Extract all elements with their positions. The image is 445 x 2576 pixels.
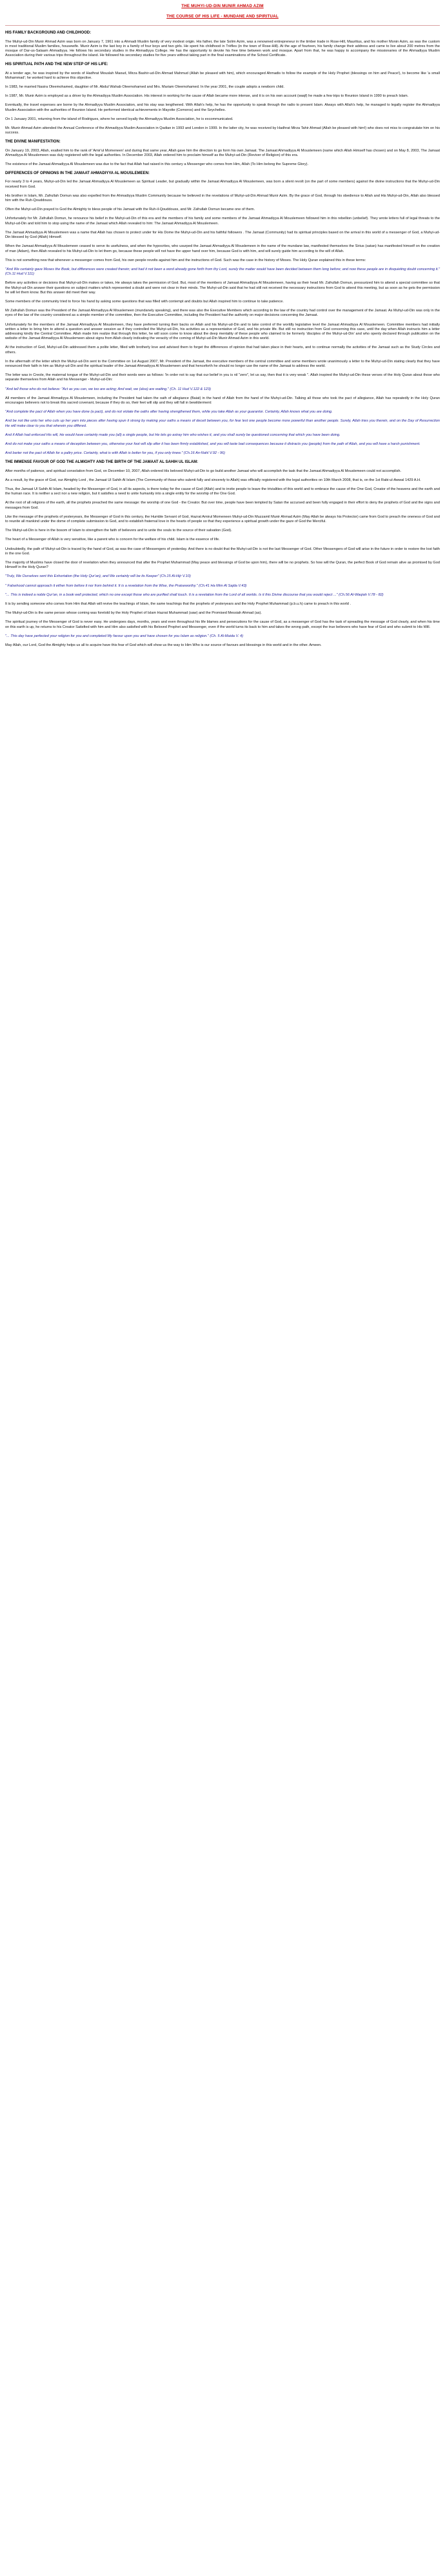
article-section [5,140,440,167]
paragraph: The Muhyi-ud-Din Munir Ahmad Azim was born on January 7, 1961 into a Ahmadi Muslim family of very modest origin. His father, the late Solim Azim, was a renowned entrepreneur in the timber trade in Rose-Hill, Mauritius, and his mother Monin Azim, as was the custom in most traditional Muslim families, housewife. Munir Azim is the last boy in a family of four boys and two girls. He spent his childhood in Trèfles (in the town of Rose-Hill). At the age of fourteen, his family change their address and came to live about 200 metres from the mosque of Dar-us-Salaam Ahmadiyya. He follows his secondary studies in the Ahmadiyya College. He has the opportunity to devote his free time between work and mosque. Apart from that, he was happy to accompany the missionaries of the Ahmadiyya Muslim Association during their various trips throughout the island. He followed his secondary studies for five years without taking part in the final examinations of the School Certificate. [5,39,440,58]
paragraph: Often the Muhyi-ud-Din prayed to God the Almighty to bless people of his Jamaat with the Ruh-il-Qouddouss, and Mr. Zafrullah Domun became one of them. [5,208,255,212]
section-heading: THE IMMENSE FAVOUR OF GOD THE ALMIGHTY AND THE BIRTH OF THE JAMAAT AL SAHIH UL ISLAM: [5,460,199,465]
paragraph: On January 19, 2003, Allah, exalted him to the rank of 'Amir'ul Momeneen' and during that same year, Allah gave him the direction to go form his own Jamaat. The Jamaat Ahmadiyya Al Mouslemeen (name which Allah Himself has chosen) and on May 8, 2003, The Jamaat Ahmadiyya Al Mouslemeen was duly registered with the legal authorities. In December 2003, Allah ordered him to proclaim himself as the Muhyi-ud-Din (Reviver of Religion) of this era. [5,148,440,157]
article [0,0,445,648]
section-heading: HIS FAMILY BACKGROUND AND CHILDHOOD: [5,31,92,35]
quran-quote: And do not make your oaths a means of deception between you, otherwise your foot will slip after it has been firmly established, and you will taste bad consequences because it distracts you (people) from the path of Allah, and you will have a harsh punishment. [5,442,420,446]
paragraph: At a tender age, he was inspired by the words of Hadhrat Mouslah Maoud, Mirza Bashir-ud-Din Ahmad Mahmud (Allah be pleased with him), which encouraged Ahmadis to follow the example of the Holy Prophet (blessings on him and Peace!), to become like 'a small Mohammad'; he worked hard to achieve this objective. [5,71,440,80]
article-section [5,171,440,456]
paragraph: The letter was in Creole, the maternal tongue of the Muhyi-ud-Din and their words were as follows: 'In order not to say that our belief in you is nil "zero", let us say, then that it is very weak ". Allah inspired the Muhyi-ud-Din these verses of the Holy Quran about those who separate themselves from Allah and his Messenger - Muhyi-ud-Din: [5,373,440,382]
section-heading: HIS SPIRITUAL PATH AND THE NEW STEP OF HIS LIFE: [5,63,108,67]
quran-quote: "... This is indeed a noble Qur'an, in a book well protected, which no one except those who are purified shall touch. It is a revelation from the Lord of all worlds. Is it this Divine discourse that you would reject ..." (Ch.56 Al-Waqiah V.78 - 82) [5,592,384,597]
paragraph: Mr Zafrullah Domun was the President of the Jamaat Ahmadiyya Al Mouslemeen (mundanely speaking), and there was also the Executive Members which according to the law of the country had control over the management of the Jamaat. As Muhyi-ud-Din was only in the eyes of the law of the country considered as a simple member of the committee, then the Executive Committee, including the President had the authority on major decisions concerning the Jamaat. [5,309,440,318]
paragraph: In 1983, he married Nasira Oleemohamed, daughter of Mr. Abdul Wahab Oleemohamed and Mrs. Mariam Oleemohamed. In the year 2001, the couple adopts a newborn child. [5,85,284,90]
section-heading: THE DIVINE MANIFESTATION: [5,140,61,144]
paragraph: Thus, the Jamaat Ul Sahih Al Islam, headed by the Messenger of God, in all its aspects, is there today for the cause of God (Allah) and to invite people to leave the trivialities of this world and to embrace the cause of the One God, Creator of the heavens and the earth and the human race. It is neither a sect nor a new religion, but it satisfies a need to unite humanity into a single entity for the worship of the One God. [5,487,440,496]
quran-quote: And barter not the pact of Allah for a paltry price. Certainly, what is with Allah is better for you, if you only knew." (Ch.16 An-Nahl V.92 - 96) [5,451,225,456]
paragraph: Before any activities or decisions that Muhyi-ud-Din makes or takes, He always takes the permission of God. But, most of the members of Jamaat Ahmadiyya Al Mouslemeen, having as their head Mr. Zafrullah Domun, pressurized him to attend a special committee so that the Muhyi-ud-Din answer their questions on subject matters which represented a doubt and were not clear in their minds. The Muhyi-ud-Din said that he had still not received the necessary instructions from God to attend this meeting, but as soon as he gets the permission he will let them know. But this answer did meet their way. [5,281,440,295]
quran-quote: And if Allah had enforced His will, He would have certainly made you (all) a single people, but He lets go astray him who wishes it, and you shall surely be questioned concerning that which you have been doing. [5,433,341,437]
paragraph: Some members of the community tried to force his hand by asking some questions that was filled with contempt and doubts but Allah inspired him to continue to take patience. [5,299,284,304]
page-title: THE MUHYI-UD-DIN MUNIR AHMAD AZIM [181,4,264,8]
paragraph: Unfortunately for Mr. Zafrullah Domun, he renounce his belief in the Muhyi-ud-Din of this era and the members of his family and some members of the Jamaat Ahmadiyya Al Mouslemeen followed him in this rebellion (unbelief). They wrote letters full of legal threats to the Muhyi-ud-Din and told him to stop using the name of the Jamaat which Allah revealed to him: The Jamaat Ahmadiyya Al Mouslemeen. [5,217,440,226]
paragraph: It is by sending someone who comes from Him that Allah will revive the teachings of Islam, the same teachings that the prophets of yesteryears and the Holy Prophet Muhammad (p.b.u.h) came to preach in this world . [5,602,351,607]
paragraph: The majority of Muslims have closed the door of revelation when they announced that after the Prophet Muhammad (May peace and blessings of God be upon him), there will be no prophets. So how will the Quran, the perfect Book of God remain alive as promised by God Himself in the Holy Quran? [5,561,440,570]
paragraph: May Allah, our Lord, God the Almighty helps us all to acquire have this fear of God which will show us the way to Him Who is our source of favours and blessings in this world and in the other. Ameen. [5,643,322,648]
paragraph: At the root of all religions of the earth, all the prophets preached the same message: the worship of one God - the Creator. But over time, people have been tempted by Satan the accursed and been fully engaged in their effort to deny the prophets of God and the signs and messages from God. [5,501,440,510]
quran-quote: " Falsehood cannot approach it either from before it nor from behind it. It is a revelation from the Wise, the Praiseworthy." (Ch.41 Ha Mim Al Sajda V.43) [5,583,247,588]
paragraph: The Muhyi-ud-Din is here in the bosom of Islam to strengthen the faith of believers and to unite the souls to the source of their salvation (God). [5,529,232,533]
paragraph: The heart of a Messenger of Allah is very sensitive, like a parent who is concern for the welfare of his child. Islam is the essence of life. [5,538,220,542]
article-body [5,31,440,648]
paragraph: Mr. Munir Ahmad Azim attended the Annual Conference of the Ahmadiyya Muslim Association in Qadian in 1993 and London in 1999. In the latter city, he was received by Hadhrat Mirza Tahir Ahmad (Allah be pleased with him!) who does not miss to congratulate him on his success. [5,126,440,135]
quran-quote: "... This day have perfected your religion for you and completed My favour upon you and have chosen for you Islam as religion." (Ch. 5 Al-Maida V. 4) [5,634,243,638]
paragraph: As a result, by the grace of God, our Almighty Lord , the Jamaat Ul Sahih Al Islam (The Community of those who submit fully and sincerely to Allah) was officially registered with the legal authorities on 10th March 2008, that is, on the 1st Rabi-ul-Awwal 1429 A.H. [5,478,421,482]
article-section [5,460,440,648]
quran-quote: "And complete the pact of Allah when you have done (a pact), and do not violate the oaths after having strengthened them, while you take Allah as your guarantor. Certainly, Allah knows what you are doing. [5,410,333,415]
paragraph: The Muhyi-ud-Din is the same person whose coming was foretold by the Holy Prophet of Islam Hazrat Muhammad (saw) and the Promised Messiah Ahmad (as). [5,611,262,616]
article-section [5,31,440,58]
section-heading: DIFFERENCES OF OPINIONS IN THE JAMAAT AHMADIYYA AL MOUSLEMEEN: [5,171,150,176]
paragraph: Eventually, the travel expenses are borne by the Ahmadiyya Muslim Association, and his stay was lengthened. With Allah's help, he has the opportunity to speak through the radio to present Islam. Always with Allah's help, he managed to legally register the Ahmadiyya Muslim Association with the authorities of Reunion Island. He performed identical achievements in Mayotte (Comoros) and the Seychelles. [5,103,440,112]
paragraph: His brother in Islam, Mr. Zafrullah Domun was also expelled from the Ahmadiyya Muslim Community because he believed in the revelations of Muhyi-ud-Din Ahmad Munir Azim. By the grace of God, through his obedience to Allah and His Muhyi-ud-Din, Allah also blessed him with the Ruh-Qouddouss. [5,193,440,203]
paragraph: In the aftermath of the letter which the Muhyi-ud-Din sent to the Committee on 1st August 2007, Mr. President of the Jamaat, the executive members of the central committee and some members wrote unanimously a letter to the Muhyi-ud-Din stating clearly that they have renounced their faith in him as Muhyi-ud-Din and the spiritual leader of the Jamaat Ahmadiyya Al Mouslemeen and that henceforth he should no longer use the name of the Jamaat to address the world. [5,359,440,368]
paragraph: At the instruction of God, Muhyi-ud-Din addressed them a polite letter, filled with brotherly love and advised them to forget the differences of opinion that had taken place in their hearts, and to continue normally the activities of the Jamaat such as the Study Circles and others. [5,346,440,355]
title-divider [5,25,440,26]
paragraph: In 1987, Mr. Munir Azim is employed as a driver by the Ahmadiyya Muslim Association. His interest in working for the cause of Allah became more intense, and it is on his own account (waqf) he made a few trips to Reunion Island in 1990 to preach Islam. [5,94,409,99]
paragraph: The existence of the Jamaat Ahmadiyya Al Mouslemeen was due to the fact that Allah had raised in this century a Messenger who comes from Him, Allah (To Him belong the Supreme Glory). [5,162,309,167]
quran-quote: And be not like unto her who cuts up her yarn into pieces after having spun it strong by making your oaths a means of deceit between you, for fear lest one people become more powerful than another people. Surely, Allah tries you therein, and on the Day of Resurrection He will make clear to you that wherein you differed. [5,419,440,428]
paragraph: When the Jamaat Ahmadiyya Al Mouslemeen ceased to serve its usefulness, and when the hypocrites, who usurped the Jamaat Ahmadiyya Al Mouslemeen in the name of the mundane law, manifested themselves the Sirius (satan) has manifested himself on the creation of man (Adam), then Allah revealed to his Muhyi-ud-Din to let them go, because these people will not have the upper hand over him, because God is with him, and will surely guide him according to the will of Allah. [5,244,440,253]
paragraph: On 1 January 2001, returning from the island of Rodrigues, where he served loyally the Ahmadiyya Muslim Association, he is excommunicated. [5,117,233,121]
paragraph: Unfortunately for the members of the Jamaat Ahmadiyya Al Mouslemeen, they have preferred turning their backs on Allah and his Muhyi-ud-Din and to take control of the worldly legislative level the Jamaat Ahmadiyya Al Mouslemeen. Committee members had initially written a letter to bring him to attend a question and answer session as if they controlled the Muhyi-ud-Din, his activities as a representative of God, and his private life. But still no instruction from God concerning this case, until the day when Allah instructs him a letter addressing kindly the Central Committee. Allah made him realize that through this letter, he will soon come to know about the deep mentality of these people who claimed to be formerly 'disciples of the Muhyi-ud-Din' and who openly declared through publication on the website of the Jamaat Ahmadiyya Al Mouslemeen about signs from Allah clearly indicating the veracity of the coming of Muhyi-ud-Din Munir Ahmad Azim in this world. [5,322,440,341]
quran-quote: "Truly, We Ourselves sent this Exhortation (the Holy Qur'an), and We certainly will be its Keeper" (Ch.15 Al-Hijr V.10) [5,574,191,579]
paragraph: Undoubtedly, the path of Muhyi-ud-Din is traced by the hand of God, as was the case of Messengers of yesterday. And there is no doubt that the Muhyi-ud-Din is not the last Messenger of God. Other Messengers of God will arise in the future in order to restore the lost faith in the one God. [5,547,440,556]
paragraph: All members of the Jamaat Ahmadiyya Al Mouslemeen, including the President had taken the oath of allegiance (Baiat) in the hand of Allah from the hand of the Muhyi-ud-Din. Talking all those who took the pact of allegiance, Allah has repeatedly in the Holy Quran encourages believers not to break this sacred covenant, because if they do so, their feet will slip and they will fall in bewilderment: [5,396,440,405]
paragraph: After months of patience, and spiritual consolation from God, on December 10, 2007, Allah ordered His beloved Muhyi-ud-Din to go build another Jamaat who will accomplish the task that the Jamaat Ahmadiyya Al Mouslemeen could not accomplish. [5,469,402,473]
paragraph: For nearly 3 to 4 years, Muhyi-ud-Din led the Jamaat Ahmadiyya Al Mouslemeen as Spiritual Leader, but gradually within the Jamaat Ahmadiyya Al Mouslemeen, was born a silent revolt (on the part of some members) against the divine instructions that the Muhyi-ud-Din received from God. [5,180,440,189]
page-subtitle: THE COURSE OF HIS LIFE - MUNDANE AND SPIRITUAL [166,14,279,19]
paragraph: The spiritual journey of the Messenger of God is never easy. He undergoes days, months, years and even throughout his life blames and persecutions for the cause of God, as a messenger of God has the task of spreading the message of God clearly, and when his time on this earth is up, he returns to his Creator Satisfied with him and Him also satisfied with his Beloved Prophet and Messenger, even if the world turns its back to him and takes the wrong path, except the true believers who have fear of God and who submit to His Will. [5,620,440,629]
quran-quote: "And tell those who do not believe: "Act as you can, we too are acting; And wait, we (also) are waiting." (Ch. 11 Hud V.122 & 123) [5,387,211,391]
paragraph: This is not something new that whenever a messenger comes from God, his own people revolts against him and the instructions of God. Such was the case in the history of Moses. The Holy Quran explained this in these terms: [5,258,366,262]
quran-quote: "And We certainly gave Moses the Book, but differences were created therein; and had it not been a word already gone forth from thy Lord, surely the matter would have been decided between them long before; and now these people are in disquieting doubt concerning it." (Ch.11 Hud V.111) [5,267,440,277]
article-section [5,63,440,135]
paragraph: The Jamaat Ahmadiyya Al Mouslemeen was a name that Allah has chosen to protect under for His Dome the Muhyi-ud-Din and his faithful followers . The Jamaat (Community) had its spiritual principles based on the arrival in this world of a messenger of God, a Muhyi-ud-Din blessed by God (Allah) Himself. [5,230,440,240]
paragraph: Like the message of the prophets of yesteryears, the Messenger of God in this century, the Humble Servant of God, Hazrat Amirul Momeneen Muhyi-ud-Din Muzzamil Munir Ahmad Azim (May Allah be always his Protector) came from God to preach the oneness of God and to reunite all mankind under the dome of complete submission to God, and to establish fraternal love in the hearts of people so that they experience a spiritual growth under the gaze of God the Merciful. [5,514,440,524]
